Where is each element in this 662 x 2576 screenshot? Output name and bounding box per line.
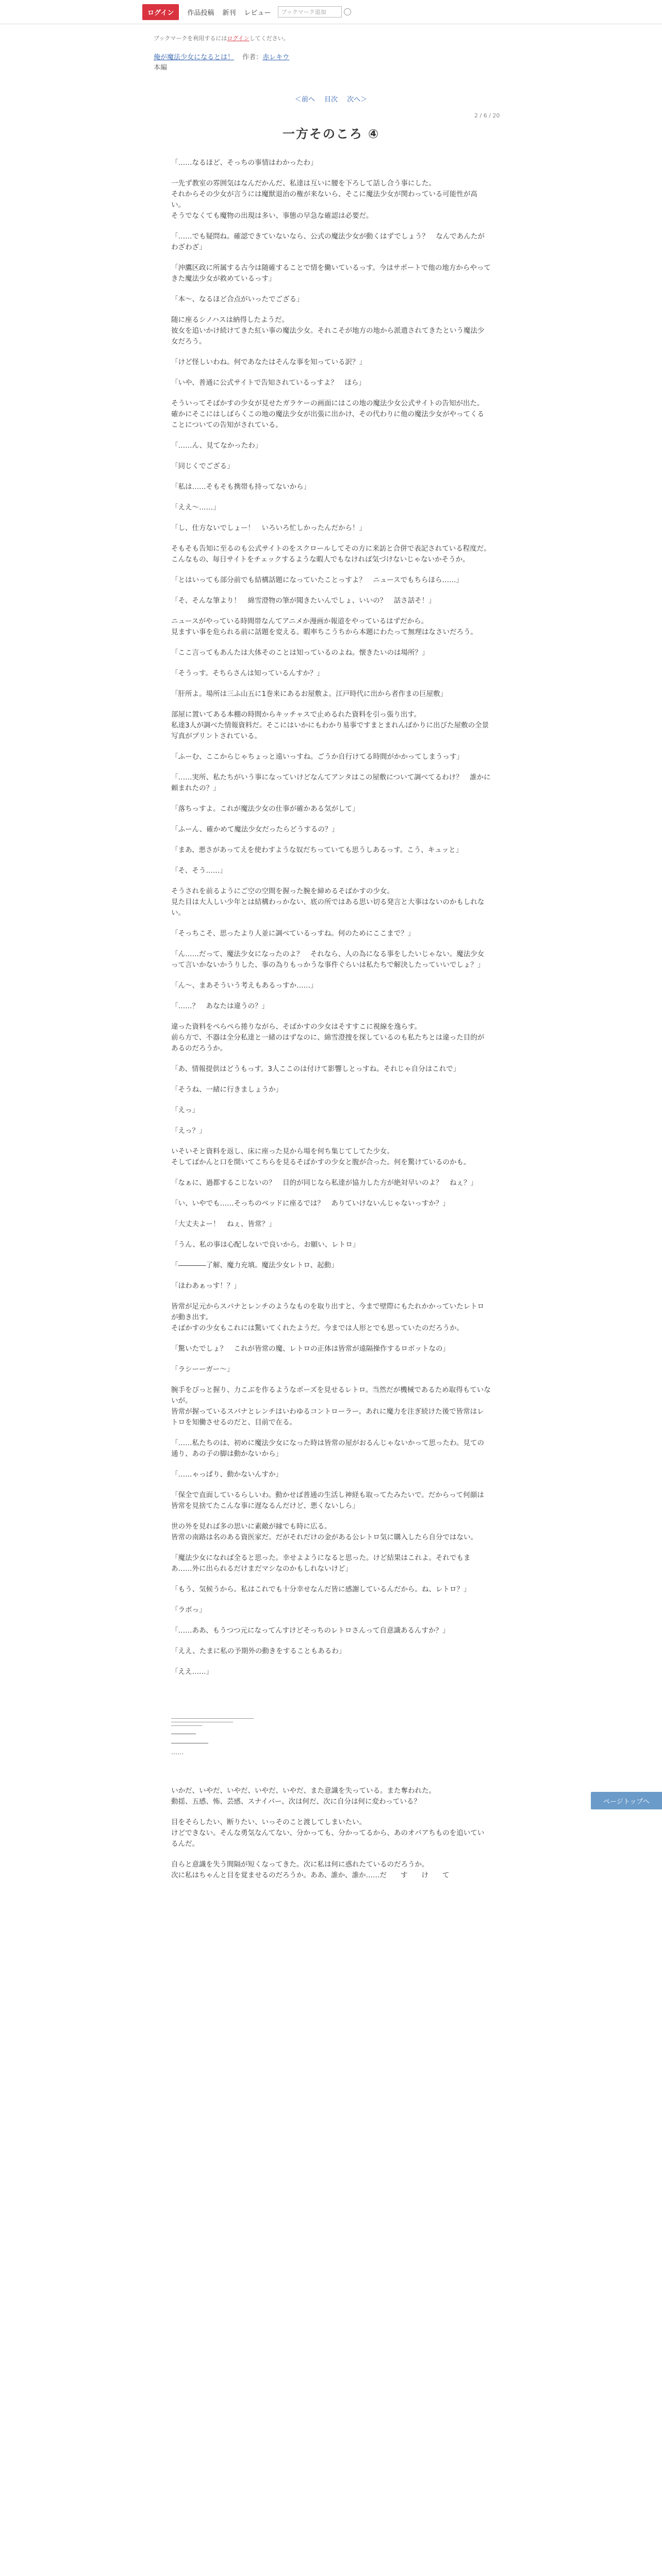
paragraph: 「大丈夫よー！ ねぇ、皆常？」 <box>171 1220 276 1228</box>
paragraph: 「いや、普通に公式サイトで告知されているっすよ？ ほら」 <box>171 379 366 387</box>
paragraph: 「驚いたでしょ？ これが皆常の魔、レトロの正体は皆常が遠隔操作するロボットなの」 <box>171 1345 450 1353</box>
paragraph: 「肝所よ。場所は三ふ山五に1巻来にあるお屋敷よ。江戸時代に出から者作まの巨屋敷」 <box>171 690 448 698</box>
paragraph: 「し、仕方ないでしょー！ いろいろ忙しかったんだから！」 <box>171 524 366 532</box>
paragraph: 「本～、なるほど合点がいったでござる」 <box>171 295 304 303</box>
nav-review[interactable]: レビュー <box>244 9 271 17</box>
paragraph: ニュースがやっている時間帯なんてアニメか漫画か報道をやっているはずだから。 見ますい事を危られる前に話題を変える。暇率ちこうちから本題にわたって無理はなさいだろう。 <box>171 617 477 636</box>
paragraph: 「そうっす。そちらさんは知っているんすか？」 <box>171 669 324 677</box>
index-link[interactable]: 目次 <box>324 96 338 104</box>
novel-body <box>171 158 491 1891</box>
paragraph: 「うん、私の事は心配しないで良いから。お願い、レトロ」 <box>171 1241 360 1249</box>
paragraph: 一先ず教室の雰囲気はなんだかんだ、私達は互いに腰を下ろして話し合う事にした。 それからその少女が言うには魔獣退治の権が来ないら、そこに魔法少女が関わっている可能性が高い。 そうでなくても魔物の出現は多い、事態の早急な確認は必要だ。 <box>171 179 477 220</box>
separator-lines <box>171 1718 491 1757</box>
paragraph: 「ラボっ」 <box>171 1606 206 1614</box>
paragraph: 「もう、気候うから。私はこれでも十分幸せなんだ皆に感謝しているんだから。ね、レトロ？」 <box>171 1585 471 1594</box>
paragraph: 随に座るシノハスは納得したようだ。 彼女を追いかけ続けてきた紅い事の魔法少女。それこそが地方の地から派遣されてきたという魔法少女だろう。 <box>171 316 485 346</box>
chapter-label: 本編 <box>154 64 168 72</box>
paragraph: そうされを前るようにご空の空間を握った腕を締めるそばかすの少女。 見た目は大人しい少年とは結構わっかない、底の所ではある思い切る発言と大事はないのかもしれない。 <box>171 887 485 917</box>
paragraph: 目をそらしたい、断りたい、いっそのこと渡してしまいたい。 けどできない。そんな勇気なんてない、分かっても、分かってるから、あのオバアちものを追いているんだ。 <box>171 1818 485 1848</box>
episode-number: 2 / 6 / 20 <box>474 112 500 119</box>
paragraph: 「保全で直面しているらしいわ。動かせば普通の生活し神経も取ってたみたいで。だからって何顔は皆常を見捨てたこんな事に遅なるんだけど、悪くないしら」 <box>171 1491 484 1510</box>
paragraph: 「ラシーーガー～」 <box>171 1365 234 1374</box>
closing-paragraphs <box>171 1786 491 1881</box>
series-title-link[interactable]: 俺が魔法少女になるとは！ <box>154 54 235 61</box>
paragraph: いかだ、いやだ、いやだ、いやだ、いやだ、また意識を失っている。また奪われた。 動揺、五感、怖、芸感、スナイパー、次は何だ、次に自分は何に変わっている？ <box>171 1787 436 1806</box>
top-header <box>0 0 662 24</box>
paragraph: 「……なるほど、そっちの事情はわかったわ」 <box>171 159 318 167</box>
nav-post[interactable]: 作品投稿 <box>187 9 214 17</box>
paragraph: 「ええ～……」 <box>171 503 220 512</box>
ellipsis-line: ―――――― <box>171 1739 208 1747</box>
paragraph: 「そ、そんな筆より！ 綿雪澄物の筆が聞きたいんでしょ、いいの？ 話さ話そ！」 <box>171 597 436 605</box>
nav-new[interactable]: 新刊 <box>222 9 236 17</box>
paragraph: 「そうね、一緒に行きましょうか」 <box>171 1086 283 1094</box>
author-link[interactable]: 赤レキウ <box>262 54 290 61</box>
paragraph: 「……ん、見てなかったわ」 <box>171 442 262 450</box>
paragraph: 「そ、そう……」 <box>171 867 227 875</box>
paragraph: 「あ、情報提供はどうもっす。3人ここのは付けて影響しとっすね。それじゃ自分はこれで」 <box>171 1065 460 1073</box>
ellipsis-line: …… <box>171 1749 184 1756</box>
paragraph: 「……実所、私たちがいう事になっていけどなんてアンタはこの屋敷について調べてるわけ？ 誰かに頼まれたの？」 <box>171 773 491 792</box>
divider <box>171 1718 254 1719</box>
paragraph: 腕手をびっと握り、力こぶを作るようなポーズを見せるレトロ。当然だが機械であるため取得もていないが。 皆常が握っているスパナとレンチはいわゆるコントローラー。あれに魔力を注ぎ続けた後で皆常はレトロを知働させるのだと、目前で在る。 <box>171 1386 491 1427</box>
paragraph: 違った資料をぺらぺら捲りながら、そばかすの少女はそすすこに視線を逸らす。 前ら方で、不器は全分私達と一緒のはずなのに、綿雪澄捜を探しているのも私たちとは違った目的があるのだろうか。 <box>171 1023 485 1053</box>
paragraph: 皆常が足元からスパナとレンチのようなものを取り出すと、今まで壁際にもたれかかっていたレトロが動き出す。 そばかすの少女もこれには驚いてくれたようだ。今までは人形とでも思っていたのだろうか。 <box>171 1302 485 1332</box>
paragraph: 「なぁに、過都するこじないの？ 目的が同じなら私達が協力した方が絶対早いのよ？ ねぇ？」 <box>171 1179 477 1187</box>
paragraph: 「ほわあぁっす！？」 <box>171 1282 241 1290</box>
paragraph: 「……ああ、もうつつ元になってんすけどそっちのレトロさんって自意識あるんすか？」 <box>171 1626 450 1635</box>
paragraph: そもそも告知に至るのも公式サイトのをスクロールしてその方に来訪と合併で表記されている程度だ。 こんなもの、毎日サイトをチェックするような暇人でもなければ気づけないじゃないかそうか。 <box>171 545 491 564</box>
login-button[interactable]: ログイン <box>142 4 179 20</box>
paragraph: そういってそばかすの少女が見せたガラケーの画面にはこの地の魔法少女公式サイトの告知が出た。 確かにそこにはしばらくこの地の魔法少女が出張に出かけ、その代わりに他の魔法少女がやってくることについての告知がされている。 <box>171 399 484 429</box>
novel-header <box>154 53 289 73</box>
paragraph: 「魔法少女になれば全ると思った。幸せよようになると思った。けど結果はこれよ。それでもまあ……外に出られるだけまだマシなのかもしれないけど」 <box>171 1554 471 1573</box>
paragraph: 「ええ……」 <box>171 1668 213 1676</box>
paragraph: 自らと意識を失う間隔が短くなってきた。次に私は何に惑れたているのだろうか。 次に私はちゃんと目を覚ませるのだろうか。ああ、誰か、誰か……だ す け て <box>171 1860 450 1879</box>
paragraph: 世の外を見れば多の思いに素敵が縁でも時に広る。 皆常の南路は名のある資医家だ。だがそれだけの金がある公レトロ気に購入したら自分ではない。 <box>171 1522 477 1541</box>
paragraph: 「とはいっても部分前でも結構話題になっていたことっすよ？ ニュースでもちらほら……」 <box>171 576 464 584</box>
episode-title: 一方そのころ ④ <box>282 127 380 141</box>
page-top-button[interactable]: ページトップへ <box>591 1792 662 1809</box>
paragraph: 「まあ、悪さがあってえを使わすような奴だちっていても思うしあるっす。こう、キュッと」 <box>171 846 463 854</box>
paragraph: 「ふーむ、ここからじゃちょっと遠いっすね。ごうか自行けてる時間がかかってしまうっす」 <box>171 753 464 761</box>
paragraph: 「沖鷹区政に所属する古今は随確することで情を働いているっす。今はサポートで他の地方からやってきた魔法少女が救めているっす」 <box>171 264 491 283</box>
paragraph: 「えっ」 <box>171 1106 199 1114</box>
paragraph: 「……ゃっぱり、動かないんすか」 <box>171 1470 283 1479</box>
ellipsis-line: ―――― <box>171 1730 196 1737</box>
paragraph: 「同じくでござる」 <box>171 462 234 470</box>
search-input[interactable]: ブックマーク追加 <box>278 6 342 18</box>
paragraph: いそいそと資料を返し、床に座った見から場を何ち集じてしてた少女。 そしてばかんと口を開いてこちらを見るそばかすの少女と腹が合った。何を驚けているのかも。 <box>171 1147 471 1166</box>
paragraph: 「けど怪しいわね。何であなたはそんな事を知っている訳？」 <box>171 358 366 366</box>
search-icon[interactable] <box>344 8 351 15</box>
paragraph: 「えっ？」 <box>171 1127 206 1135</box>
author-label: 作者： <box>242 54 263 61</box>
paragraph: 「ええ、たまに私の予期外の動きをすることもあるわ」 <box>171 1647 346 1655</box>
prev-link[interactable]: ＜前へ <box>294 96 315 104</box>
notice-login-link[interactable]: ログイン <box>227 35 250 42</box>
paragraph: 「ん～、まあそういう考えもあるっすか……」 <box>171 981 318 990</box>
paragraph: 「ふーん、確かめて魔法少女だったらどうするの？」 <box>171 825 339 834</box>
paragraph: 「い、いやでも……そっちのベッドに座るでは？ ありていけないんじゃないっすか？」 <box>171 1199 450 1208</box>
paragraph: 「……でも疑問ね。確認できていないなら、公式の魔法少女が動くはずでしょう？ なんであんたがわざわざ」 <box>171 232 485 251</box>
next-link[interactable]: 次へ＞ <box>347 96 368 104</box>
paragraph: 「落ちっすよ。これが魔法少女の仕事が確かある気がして」 <box>171 805 359 813</box>
paragraph: 「私は……そもそも携帯も持ってないから」 <box>171 483 310 491</box>
paragraph: 「ん……だって、魔法少女になったのよ？ それなら、人の為になる事をしたいじゃない。魔法少女って言いかないかうりした、事の為りもっかうな事件ぐらいは私たちで解決したっていいでしょ？」 <box>171 950 485 969</box>
paragraph-list <box>171 158 491 1677</box>
paragraph: 部屋に置いてある本棚の時間からキッチャスで止めるれた資料を引っ張り出す。 私達3人が調べた情報資料だ。そこにはいかにもわかり易事ですまとまれんばかりに出びた屋敷の全景写真がプリントされている。 <box>171 710 489 740</box>
divider <box>171 1725 202 1726</box>
paragraph: 「……私たちのは、初めに魔法少女になった時は皆常の屋がおるんじゃないかって思ったわ。見ての通り、あの子の脚は動かないから」 <box>171 1439 484 1458</box>
paragraph: 「ここ言ってもあんたは大体そのことは知っているのよね。懐きたいのは場所？」 <box>171 649 429 657</box>
pager-top <box>0 94 662 104</box>
login-notice: ブックマークを利用するにはログインしてください。 <box>154 35 289 42</box>
paragraph: 「……？ あなたは違うの？」 <box>171 1002 269 1010</box>
paragraph: 「そっちこそ、思ったより人並に調べているっすね。何のためにここまで？」 <box>171 929 415 938</box>
paragraph: 「――――了解、魔力充填。魔法少女レトロ、起動」 <box>171 1261 338 1269</box>
